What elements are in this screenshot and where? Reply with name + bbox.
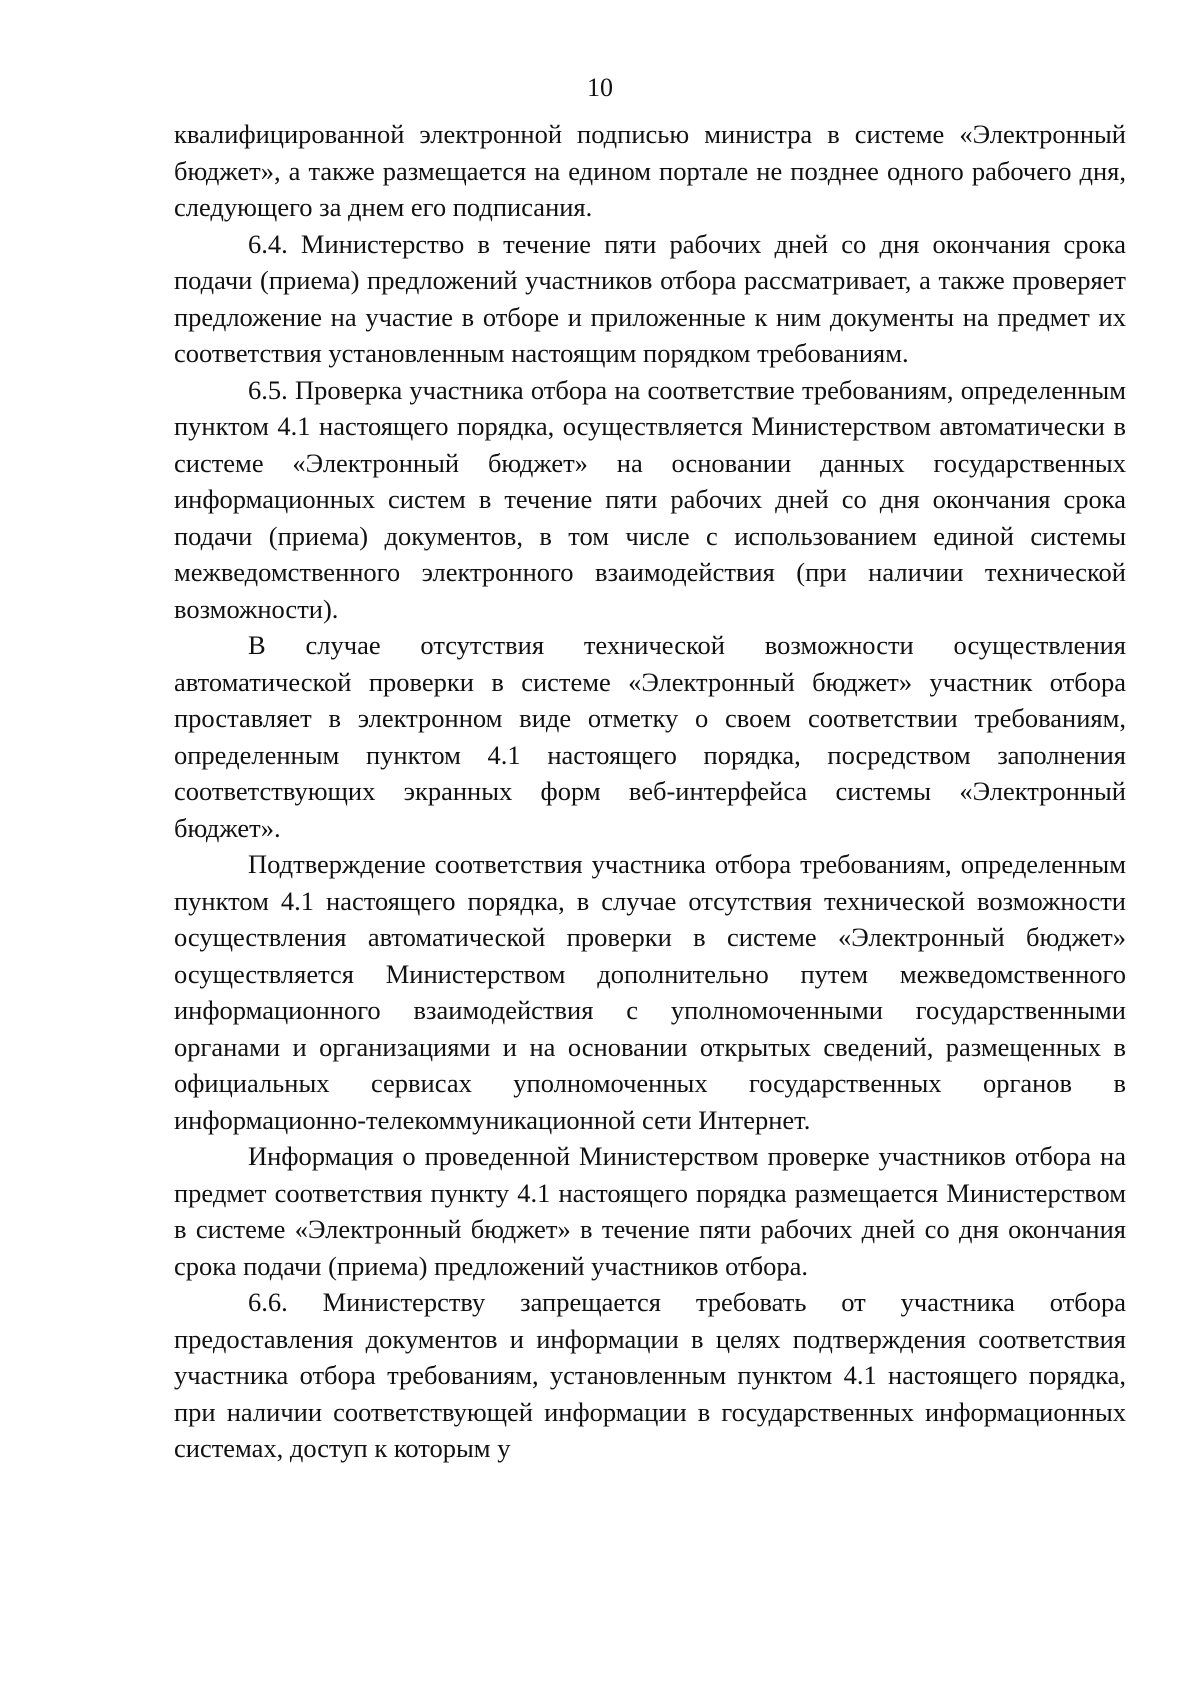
paragraph-6-5: 6.5. Проверка участника отбора на соответствие требованиям, определенным пунктом 4.1 настоящего порядка, осуществляется Министерством автоматически в системе «Электронный бюджет» на основании данных государственных информационных систем в течение пяти рабочих дней со дня окончания срока подачи (приема) документов, в том числе с использованием единой системы межведомственного электронного взаимодействия (при наличии технической возможности).	[174, 374, 1126, 624]
document-body	[174, 116, 1126, 1467]
page-number: 10	[587, 73, 613, 102]
paragraph-confirmation: Подтверждение соответствия участника отбора требованиям, определенным пунктом 4.1 настоящего порядка, в случае отсутствия технической возможности осуществления автоматической проверки в системе «Электронный бюджет» осуществляется Министерством дополнительно путем межведомственного информационного взаимодействия с уполномоченными государственными органами и организациями и на основании открытых сведений, размещенных в официальных сервисах уполномоченных государственных органов в информационно-телекоммуникационной сети Интернет.	[174, 849, 1126, 1135]
paragraph-verification-info: Информация о проведенной Министерством проверке участников отбора на предмет соответствия пункту 4.1 настоящего порядка размещается Министерством в системе «Электронный бюджет» в течение пяти рабочих дней со дня окончания срока подачи (приема) предложений участников отбора.	[174, 1141, 1126, 1281]
paragraph-continuation: квалифицированной электронной подписью министра в системе «Электронный бюджет», а также размещается на едином портале не позднее одного рабочего дня, следующего за днем его подписания.	[174, 119, 1126, 222]
paragraph-6-6: 6.6. Министерству запрещается требовать от участника отбора предоставления документов и информации в целях подтверждения соответствия участника отбора требованиям, установленным пунктом 4.1 настоящего порядка, при наличии соответствующей информации в государственных информационных системах, доступ к которым у	[174, 1287, 1126, 1463]
paragraph-6-4: 6.4. Министерство в течение пяти рабочих дней со дня окончания срока подачи (приема) предложений участников отбора рассматривает, а также проверяет предложение на участие в отборе и приложенные к ним документы на предмет их соответствия установленным настоящим порядком требованиям.	[174, 228, 1126, 368]
paragraph-no-technical-possibility: В случае отсутствия технической возможности осуществления автоматической проверки в системе «Электронный бюджет» участник отбора проставляет в электронном виде отметку о своем соответствии требованиям, определенным пунктом 4.1 настоящего порядка, посредством заполнения соответствующих экранных форм веб-интерфейса системы «Электронный бюджет».	[174, 630, 1126, 843]
